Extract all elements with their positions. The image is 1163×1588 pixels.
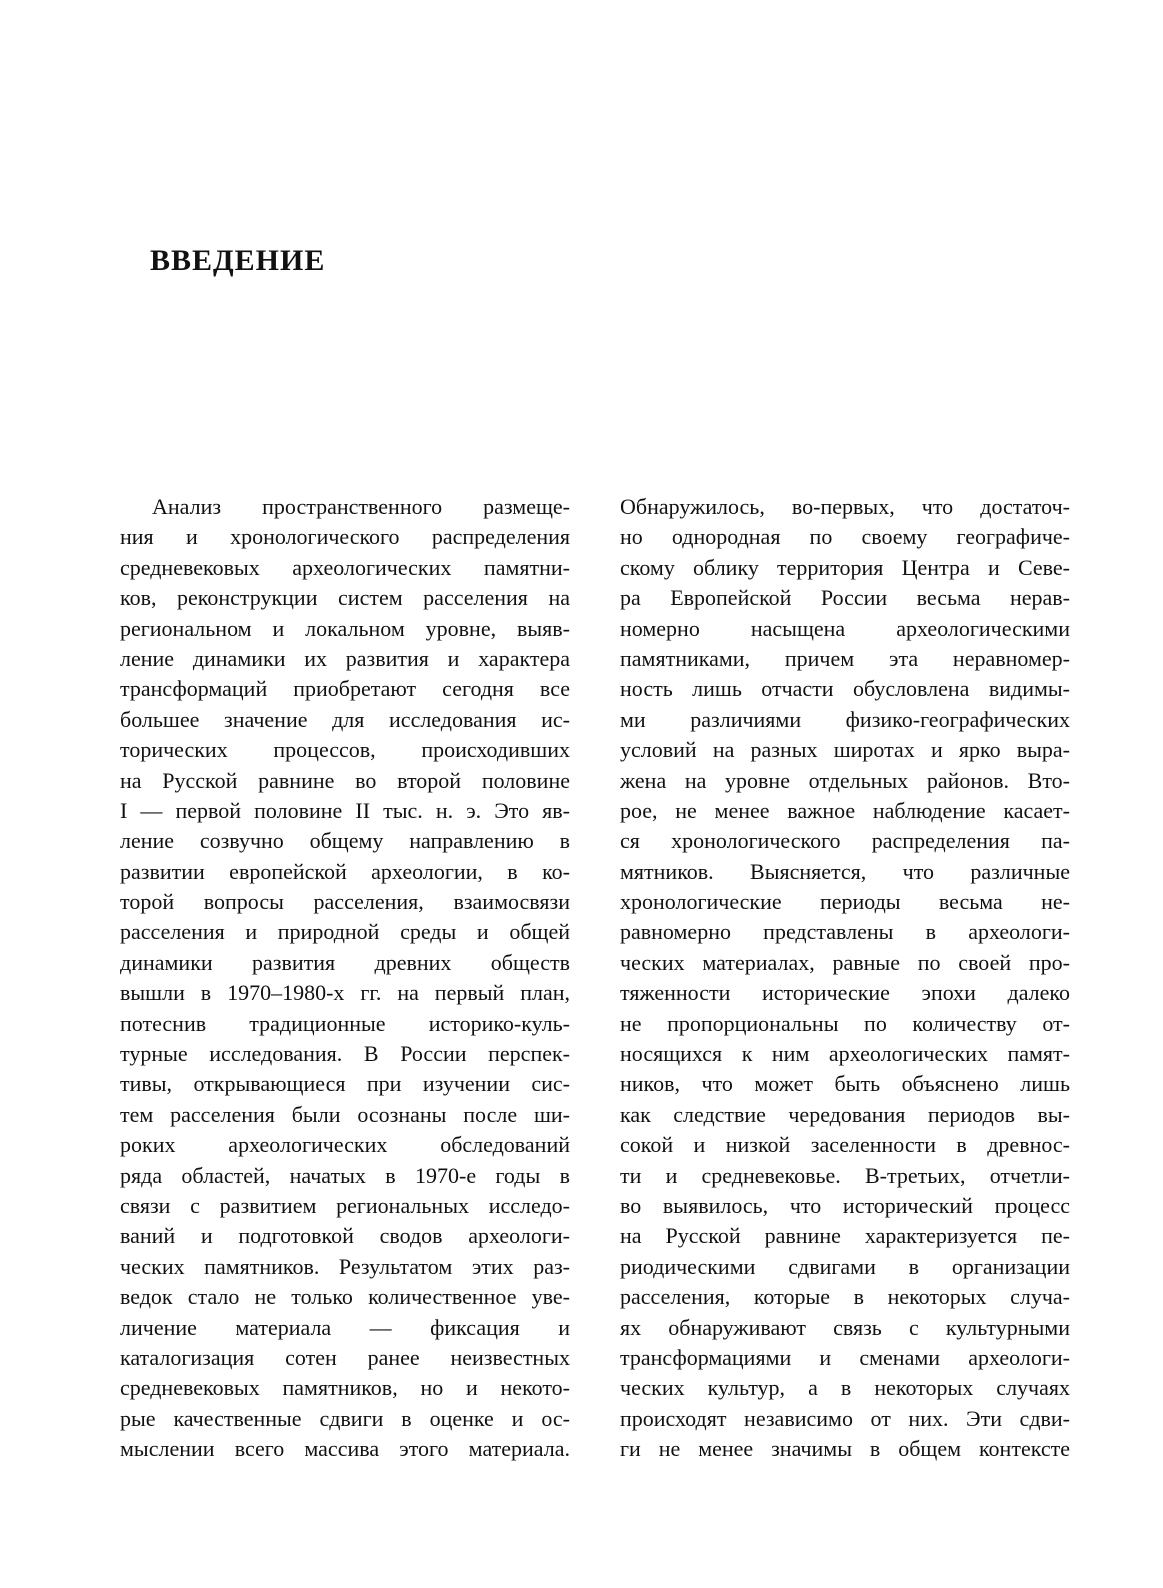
text-line: ников, что может быть объяснено лишь [620,1071,1070,1097]
text-line: динамики развития древних обществ [120,949,570,975]
text-line: трансформациями и сменами археологи- [620,1344,1070,1370]
text-line: ги не менее значимы в общем контексте [620,1436,1070,1462]
text-column-left [120,492,570,1465]
text-line: жена на уровне отдельных районов. Вто- [620,767,1070,793]
text-line: торических процессов, происходивших [120,737,570,763]
text-line: личение материала — фиксация и [120,1314,570,1340]
page-title: ВВЕДЕНИЕ [150,244,326,277]
text-line: роких археологических обследований [120,1132,570,1158]
text-line: ков, реконструкции систем расселения на [120,585,570,611]
text-line: ти и средневековье. В-третьих, отчетли- [620,1162,1070,1188]
text-line: ческих материалах, равные по своей про- [620,949,1070,975]
text-line: во выявилось, что исторический процесс [620,1192,1070,1218]
text-line: связи с развитием региональных исследо- [120,1192,570,1218]
text-line: Анализ пространственного размеще- [152,494,570,519]
text-line: турные исследования. В России перспек- [120,1041,570,1067]
text-line: мыслении всего массива этого материала. [120,1436,570,1462]
text-line: памятниками, причем эта неравномер- [620,645,1070,671]
text-line: Обнаружилось, во-первых, что достаточ- [620,494,1070,519]
text-line: средневековых памятников, но и некото- [120,1375,570,1401]
text-line: ление созвучно общему направлению в [120,828,570,854]
text-line: региональном и локальном уровне, выяв- [120,615,570,641]
text-line: ление динамики их развития и характера [120,645,570,671]
text-line: расселения, которые в некоторых случа- [620,1284,1070,1310]
text-line: условий на разных широтах и ярко выра- [620,737,1070,763]
text-line: ся хронологического распределения па- [620,828,1070,854]
text-line: мятников. Выясняется, что различные [620,858,1070,884]
text-line: риодическими сдвигами в организации [620,1253,1070,1279]
text-line: на Русской равнине во второй половине [120,767,570,793]
text-line: каталогизация сотен ранее неизвестных [120,1344,570,1370]
text-line: ность лишь отчасти обусловлена видимы- [620,676,1070,702]
text-line: тем расселения были осознаны после ши- [120,1101,570,1127]
text-line: тивы, открывающиеся при изучении сис- [120,1071,570,1097]
text-line: происходят независимо от них. Эти сдви- [620,1405,1070,1431]
text-line: рое, не менее важное наблюдение касает- [620,797,1070,823]
text-line: ческих памятников. Результатом этих раз- [120,1253,570,1279]
text-line: ряда областей, начатых в 1970-е годы в [120,1162,570,1188]
text-line: ра Европейской России весьма нерав- [620,585,1070,611]
text-line: рые качественные сдвиги в оценке и ос- [120,1405,570,1431]
text-line: носящихся к ним археологических памят- [620,1041,1070,1067]
text-line: ния и хронологического распределения [120,524,570,550]
text-line: торой вопросы расселения, взаимосвязи [120,889,570,915]
text-line: расселения и природной среды и общей [120,919,570,945]
text-line: потеснив традиционные историко-куль- [120,1010,570,1036]
text-line: ми различиями физико-географических [620,706,1070,732]
text-line: тяженности исторические эпохи далеко [620,980,1070,1006]
text-line: на Русской равнине характеризуется пе- [620,1223,1070,1249]
text-line: скому облику территория Центра и Севе- [620,554,1070,580]
text-line: сокой и низкой заселенности в древнос- [620,1132,1070,1158]
text-line: вышли в 1970–1980-х гг. на первый план, [120,980,570,1006]
text-line: развитии европейской археологии, в ко- [120,858,570,884]
text-line: но однородная по своему географиче- [620,524,1070,550]
text-line: ведок стало не только количественное уве- [120,1284,570,1310]
text-line: равномерно представлены в археологи- [620,919,1070,945]
text-line: ях обнаруживают связь с культурными [620,1314,1070,1340]
text-line: ческих культур, а в некоторых случаях [620,1375,1070,1401]
text-column-right [620,492,1070,1465]
text-line: как следствие чередования периодов вы- [620,1101,1070,1127]
text-line: I — первой половине II тыс. н. э. Это яв- [120,797,570,823]
text-line: трансформаций приобретают сегодня все [120,676,570,702]
text-line: не пропорциональны по количеству от- [620,1010,1070,1036]
text-line: средневековых археологических памятни- [120,554,570,580]
text-line: большее значение для исследования ис- [120,706,570,732]
text-line: хронологические периоды весьма не- [620,889,1070,915]
text-line: ваний и подготовкой сводов археологи- [120,1223,570,1249]
text-line: номерно насыщена археологическими [620,615,1070,641]
